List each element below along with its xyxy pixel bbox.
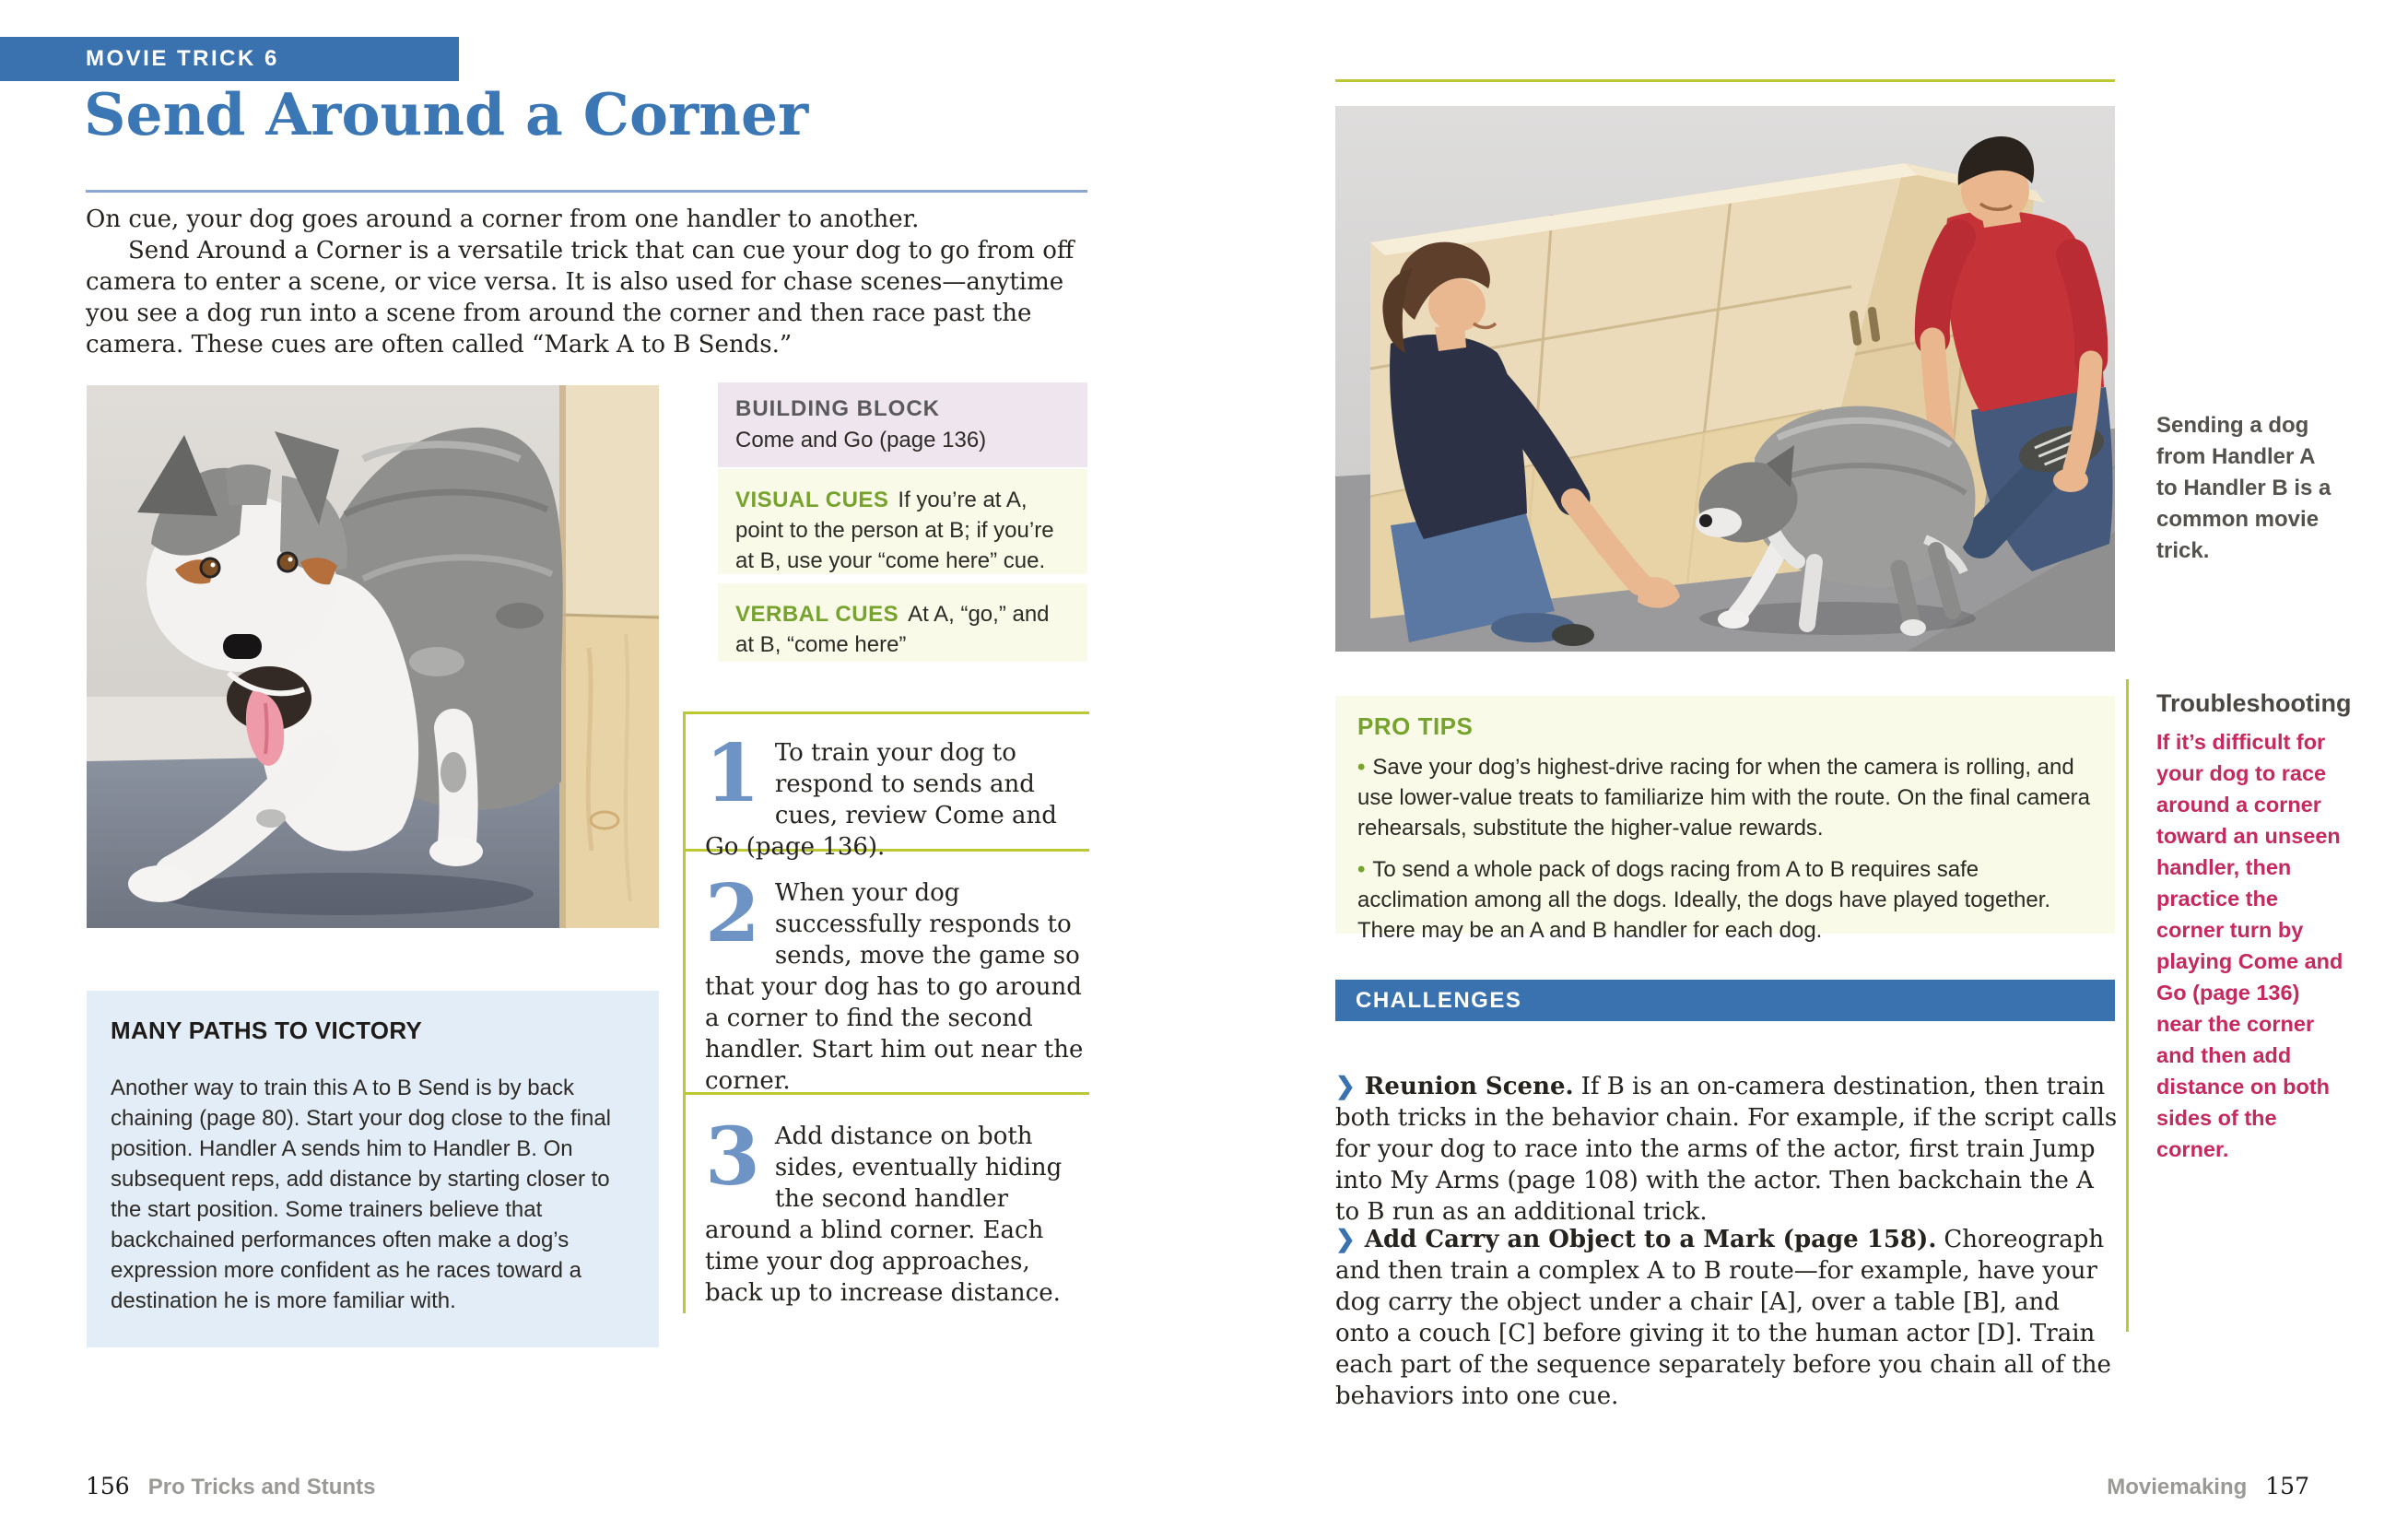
challenge-2-lead: Add Carry an Object to a Mark (page 158). [1364,1226,1937,1253]
handlers-corner-illustration [1335,106,2115,652]
intro-paragraph-2: Send Around a Corner is a versatile trick that can cue your dog to go from off camera to enter a scene, or vice versa. It is also used for chase scenes—anytime you see a dog run into a scene from around the corner and then race past the camera. These cues are often called “Mark A to B Sends.” [86,237,1075,359]
page-number-right: 157 [2265,1473,2309,1499]
building-block-value: Come and Go (page 136) [735,428,987,453]
bullet-icon: • [1357,857,1366,882]
movie-trick-badge [0,37,459,81]
dog-corner-photo [87,385,659,928]
many-paths-box [87,991,659,1347]
challenges-bar-label: CHALLENGES [1356,988,1522,1013]
many-paths-text: Another way to train this A to B Send is by back chaining (page 80). Start your dog close to the final position. Handler A sends him to Handler B. On subsequent reps, add distance by starting closer to the start position. Some trainers believe that backchained performances often make a dog’s expression more confident as he races toward a destination he is more familiar with. [111,1076,611,1313]
building-block-label: BUILDING BLOCK [735,396,940,421]
page-number-left: 156 [86,1473,130,1499]
challenge-2-text: Choreograph and then train a complex A to B route—for example, have your dog carry the object under a chair [A], over a table [B], and onto a couch [C] before giving it to the human actor [D]. Train each part of the sequence separately before you chain all of the behaviors into one cue. [1335,1226,2111,1410]
step-divider-1 [683,711,1089,714]
challenge-carry-object [1335,1224,2119,1412]
pro-tips-label: PRO TIPS [1357,712,1474,740]
step-3-text: Add distance on both sides, eventually hiding the second handler around a blind corner. Each time your dog approaches, back up to increase distance. [705,1123,1063,1307]
visual-cues-text: If you’re at A, point to the person at B; if you’re at B, use your “come here” cue. [735,488,1054,573]
intro-text [86,204,1092,360]
footer-right [1335,1473,2309,1500]
pro-tip-2 [1357,854,2093,946]
challenge-1-text: If B is an on-camera destination, then train both tricks in the behavior chain. For example, if the script calls for your dog to race into the arms of the actor, first train Jump into My Arms (page 108) with the actor. Then backchain the A to B run as an additional trick. [1335,1073,2118,1226]
step-1 [705,727,1089,863]
dog-corner-illustration [87,385,659,928]
right-page-top-rule [1335,79,2115,82]
steps-vertical-rule [683,711,686,1313]
challenge-reunion-scene [1335,1071,2119,1228]
chevron-icon: ❯ [1335,1073,1356,1100]
movie-trick-badge-label: MOVIE TRICK 6 [86,46,279,71]
pro-tip-1 [1357,752,2093,843]
verbal-cues-text: At A, “go,” and at B, “come here” [735,602,1050,657]
verbal-cues-label: VERBAL CUES [735,602,899,627]
step-2-number: 2 [705,867,760,960]
pro-tip-2-text: To send a whole pack of dogs racing from A to B requires safe acclimation among all the dogs. Ideally, the dogs have played together. There may be an A and B handler for each dog. [1357,857,2051,943]
step-3-number: 3 [705,1111,760,1204]
page-title: Send Around a Corner [84,80,809,148]
pro-tip-1-text: Save your dog’s highest-drive racing for when the camera is rolling, and use lower-value treats to familiarize him with the route. On the final camera rehearsals, substitute the higher-value rewards. [1357,755,2091,841]
footer-left [86,1473,375,1500]
visual-cues-box [718,469,1087,574]
step-1-number: 1 [705,727,760,820]
verbal-cues-box [718,583,1087,662]
title-underline [86,190,1087,193]
chevron-icon: ❯ [1335,1226,1356,1253]
step-2 [705,867,1089,1097]
handlers-corner-photo [1335,106,2115,652]
pro-tips-box [1335,696,2115,943]
troubleshooting-text: If it’s difficult for your dog to race around a corner toward an unseen handler, then practice the corner turn by playing Come and Go (page 136) near the corner and then add distance on both sides of the corner. [2156,730,2343,1161]
troubleshooting-rule [2126,679,2129,1332]
step-1-text: To train your dog to respond to sends and cues, review Come and Go (page 136). [705,739,1057,861]
section-name-right: Moviemaking [2107,1475,2248,1499]
step-2-text: When your dog successfully responds to sends, move the game so that your dog has to go around a corner to find the second handler. Start him out near the corner. [705,879,1084,1095]
section-name-left: Pro Tricks and Stunts [147,1475,376,1499]
photo-caption: Sending a dog from Handler A to Handler B is a common movie trick. [2156,413,2331,563]
many-paths-title: MANY PATHS TO VICTORY [111,1017,423,1044]
step-3 [705,1111,1089,1309]
building-block-box [718,382,1087,467]
challenge-1-lead: Reunion Scene. [1364,1073,1574,1100]
bullet-icon: • [1357,755,1366,780]
troubleshooting-title: Troubleshooting [2156,689,2352,717]
intro-paragraph-1: On cue, your dog goes around a corner from one handler to another. [86,206,920,233]
visual-cues-label: VISUAL CUES [735,488,889,512]
challenges-bar [1335,980,2115,1021]
